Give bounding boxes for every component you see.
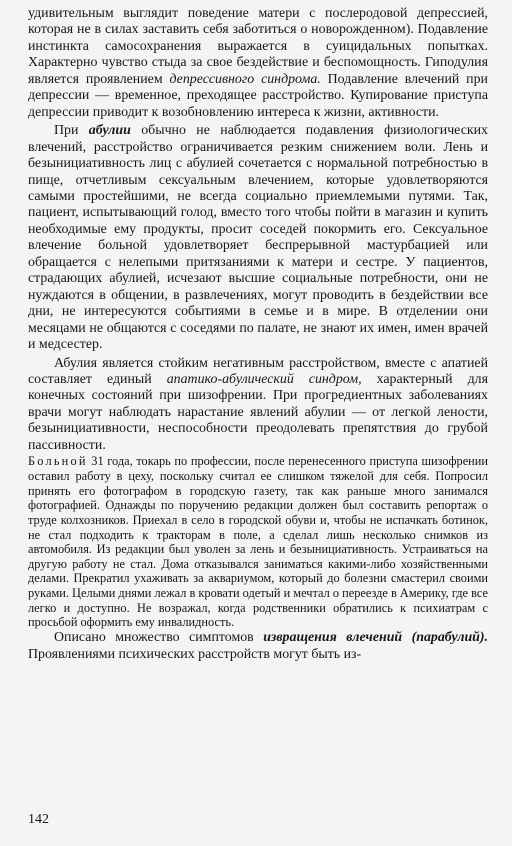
term-abulia: абулии: [88, 123, 131, 139]
paragraph-depression: [28, 6, 488, 121]
paragraph-text: обычно не наблюдается подавления физиологических влечений, расстройство ограничивается резким снижением воли. Лень и безынициативность лиц с абулией сочетается с нормальной потребностью в пище, отчетливым сексуальным влечением, которые удовлетворяются самыми простейшими, не всегда социально приемлемыми путями. Так, пациент, испытывающий голод, вместо того чтобы пойти в магазин и купить необходимые ему продукты, просит соседей покормить его. Сексуальное влечение больной удовлетворяет беспрерывной мастурбацией или обращается с нелепыми притязаниями к матери и сестре. У пациентов, страдающих абулией, исчезают высшие социальные потребности, они не нуждаются в общении, в развлечениях, могут проводить в бездействии все дни, не интересуются событиями в семье и в мире. В отделении они месяцами не общаются с соседями по палате, не знают их имен, имен врачей и медсестер.: [28, 123, 488, 353]
page-body: [28, 6, 488, 663]
case-text: 31 года, токарь по профессии, после перенесенного приступа шизофрении оставил работу в цеху, поскольку считал ее слишком тяжелой для себя. Попросил принять его фотографом в городскую газету, так как раньше много занимался фотографией. Однажды по поручению редакции должен был составить репортаж о труде колхозников. Приехал в село в городской обуви и, чтобы не испачкать ботинок, не стал подходить к тракторам в поле, а сделал лишь несколько снимков из автомобиля. Из редакции был уволен за лень и безынициативность. Устраиваться на другую работу не стал. Дома отказывался заниматься какими-либо хозяйственными делами. Прекратил ухаживать за аквариумом, который до болезни смастерил своими руками. Целыми днями лежал в кровати одетый и мечтал о переезде в Америку, где все легко и доступно. Не возражал, когда родственники обратились к психиатрам с просьбой оформить ему инвалидность.: [28, 454, 488, 630]
term-parabulia: извращения влечений (парабулий).: [263, 630, 489, 646]
term-depressive-syndrome: депрессивного синдрома.: [169, 71, 321, 87]
paragraph-text: Абулия является стойким негативным расстройством, вместе с апатией составляет единый: [28, 355, 488, 387]
term-apathy-abulia-syndrome: апатико-абулический синдром,: [166, 371, 362, 387]
paragraph-text: Подавление влечений при депрессии — временное, преходящее расстройство. Купирование приступа депрессии приводит к возобновлению интереса к жизни, активности.: [28, 71, 488, 120]
paragraph-text: Проявлениями психических расстройств могут быть из-: [28, 646, 362, 662]
paragraph-text: характерный для конечных состояний при шизофрении. При прогредиентных заболеваниях врачи могут наблюдать нарастание явлений абулии — от легкой лености, безынициативности, неспособности преодолевать препятствия до грубой пассивности.: [28, 371, 488, 453]
paragraph-parabulia: [28, 630, 488, 663]
paragraph-apathy-abulia: [28, 356, 488, 455]
paragraph-text: Описано множество симптомов: [54, 630, 264, 646]
paragraph-abulia: [28, 123, 488, 353]
case-lead: Больной: [28, 454, 88, 469]
case-study: [28, 454, 488, 630]
page-number: 142: [28, 812, 49, 827]
paragraph-text: удивительным выглядит поведение матери с послеродовой депрессией, которая не в силах заставить себя заботиться о новорожденном). Подавление инстинкта самосохранения выражается в суицидальных попытках. Характерно чувство стыда за свое бездействие и беспомощность. Гиподулия является проявлением: [28, 6, 488, 87]
paragraph-text: При: [54, 123, 89, 139]
